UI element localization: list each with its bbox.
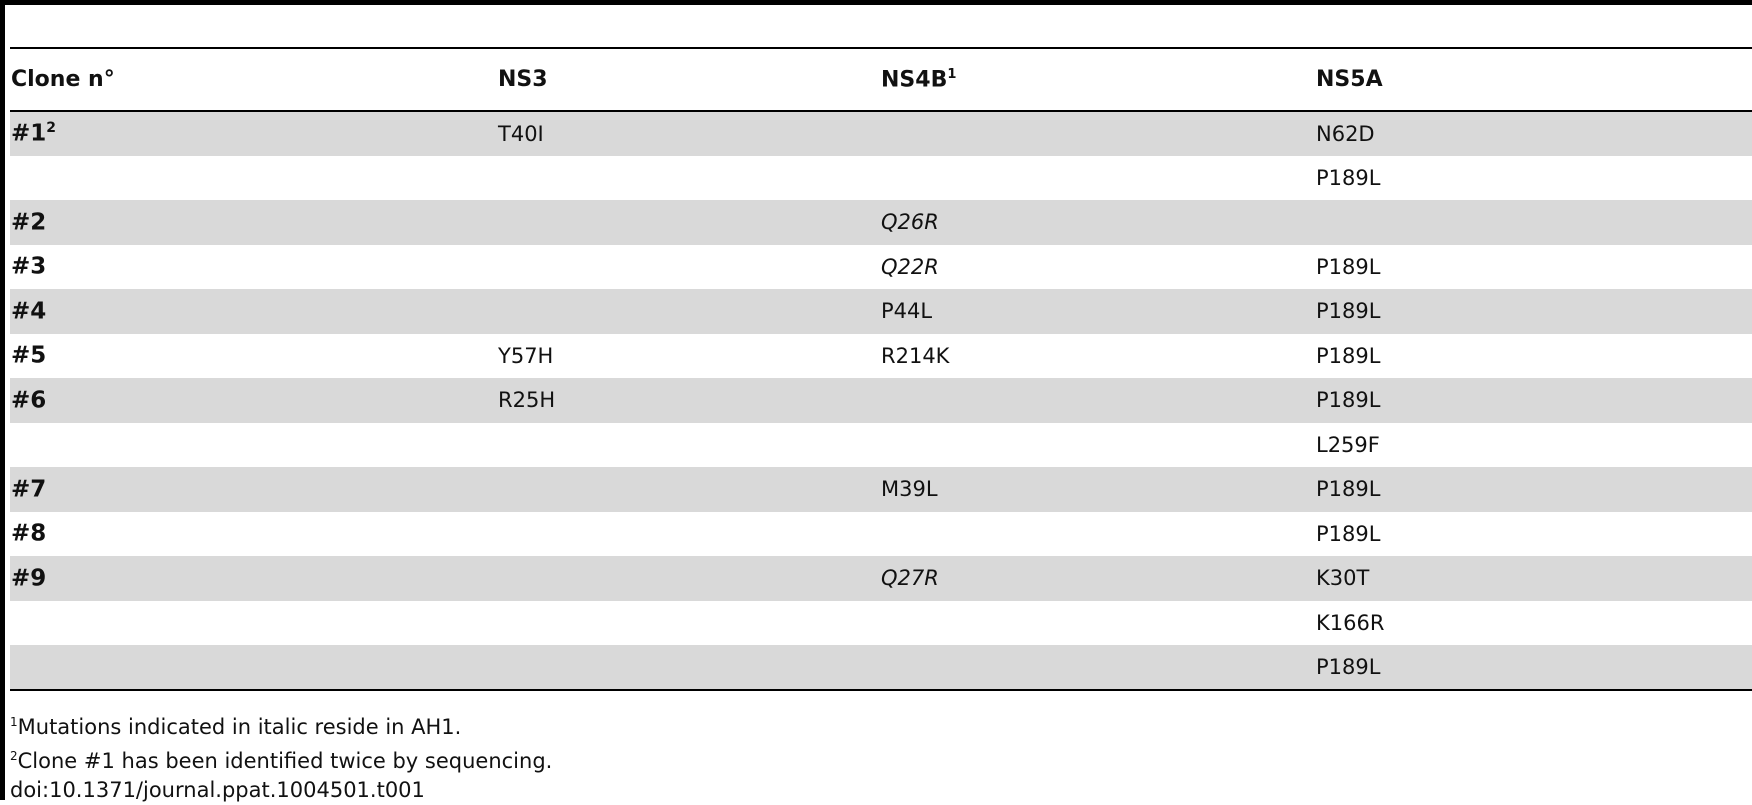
mutations-table: [10, 47, 1752, 691]
cell-clone: $\#1^2$: [11, 120, 57, 148]
table-header-row: [10, 48, 1752, 111]
cell-ns4b: [880, 645, 1315, 690]
cell-ns4b: R214K: [881, 343, 950, 368]
cell-clone: [10, 423, 497, 468]
cell-clone: #4: [11, 298, 47, 325]
cell-clone: #8: [11, 521, 47, 548]
table-row: [10, 245, 1752, 290]
table-row: [10, 645, 1752, 690]
table-row: [10, 601, 1752, 646]
cell-ns3: [497, 200, 880, 245]
table-row: [10, 200, 1752, 245]
cell-ns3: [497, 289, 880, 334]
cell-ns4b: [880, 156, 1315, 201]
table-row: [10, 289, 1752, 334]
cell-ns3: [497, 467, 880, 512]
cell-ns3: [497, 423, 880, 468]
cell-ns5a: N62D: [1316, 121, 1375, 146]
table-row: [10, 556, 1752, 601]
cell-ns5a: P189L: [1316, 477, 1381, 502]
cell-ns3: [497, 601, 880, 646]
cell-ns3: [497, 645, 880, 690]
doi-line: doi:10.1371/journal.ppat.1004501.t001: [10, 778, 425, 802]
cell-ns5a: P189L: [1316, 521, 1381, 546]
cell-ns4b: Q27R: [881, 566, 939, 591]
cell-ns4b: [880, 111, 1315, 156]
cell-ns4b: [880, 512, 1315, 557]
cell-clone: [10, 601, 497, 646]
header-ns4b-footnote-marker: 1: [947, 66, 957, 82]
cell-ns4b: P44L: [881, 299, 933, 324]
cell-ns5a: P189L: [1315, 645, 1752, 690]
cell-clone: #7: [11, 476, 47, 503]
table-row: [10, 378, 1752, 423]
cell-ns4b: [880, 378, 1315, 423]
table-row: [10, 512, 1752, 557]
top-rule: [0, 0, 1752, 5]
table-row: [10, 156, 1752, 201]
table-row: [10, 334, 1752, 379]
clone-footnote-marker: 2: [46, 120, 57, 137]
cell-ns5a: P189L: [1316, 299, 1381, 324]
cell-ns3: [497, 556, 880, 601]
cell-ns3: R25H: [498, 388, 556, 413]
cell-ns5a: P189L: [1316, 343, 1381, 368]
cell-ns5a: P189L: [1316, 388, 1381, 413]
table-row: [10, 111, 1752, 156]
header-ns5a: NS5A: [1315, 48, 1752, 111]
footnote-2: $^2$Clone #1 has been identified twice by sequencing.: [10, 749, 553, 773]
cell-ns4b: Q22R: [881, 254, 939, 279]
cell-clone: #5: [11, 343, 47, 370]
header-ns3: NS3: [497, 48, 880, 111]
cell-ns4b: Q26R: [881, 210, 939, 235]
table-container: [10, 47, 1752, 691]
cell-ns4b: [880, 423, 1315, 468]
table-footnotes: [10, 708, 552, 805]
cell-clone: #3: [11, 254, 47, 281]
cell-ns3: [497, 245, 880, 290]
cell-clone: #2: [11, 209, 47, 236]
cell-clone: [10, 156, 497, 201]
cell-ns5a: L259F: [1316, 432, 1380, 457]
cell-clone: #6: [11, 387, 47, 414]
cell-ns5a: P189L: [1316, 254, 1381, 279]
table-body: [10, 111, 1752, 690]
cell-ns4b: [880, 601, 1315, 646]
cell-ns3: [497, 512, 880, 557]
cell-ns4b: M39L: [881, 477, 938, 502]
left-border: [0, 0, 5, 800]
cell-ns3: Y57H: [498, 343, 554, 368]
table-row: [10, 423, 1752, 468]
cell-ns5a: [1315, 200, 1752, 245]
cell-clone: #9: [11, 565, 47, 592]
cell-ns5a: K166R: [1316, 610, 1385, 635]
table-row: [10, 467, 1752, 512]
cell-ns5a: K30T: [1316, 566, 1370, 591]
cell-ns3: [497, 156, 880, 201]
footnote-1: $^1$Mutations indicated in italic reside in AH1.: [10, 715, 462, 739]
cell-clone: [10, 645, 497, 690]
cell-ns3: T40I: [498, 121, 544, 146]
cell-ns5a: P189L: [1316, 165, 1381, 190]
header-clone: Clone n°: [10, 48, 497, 111]
header-ns4b: $NS4B^1$: [880, 48, 1315, 111]
